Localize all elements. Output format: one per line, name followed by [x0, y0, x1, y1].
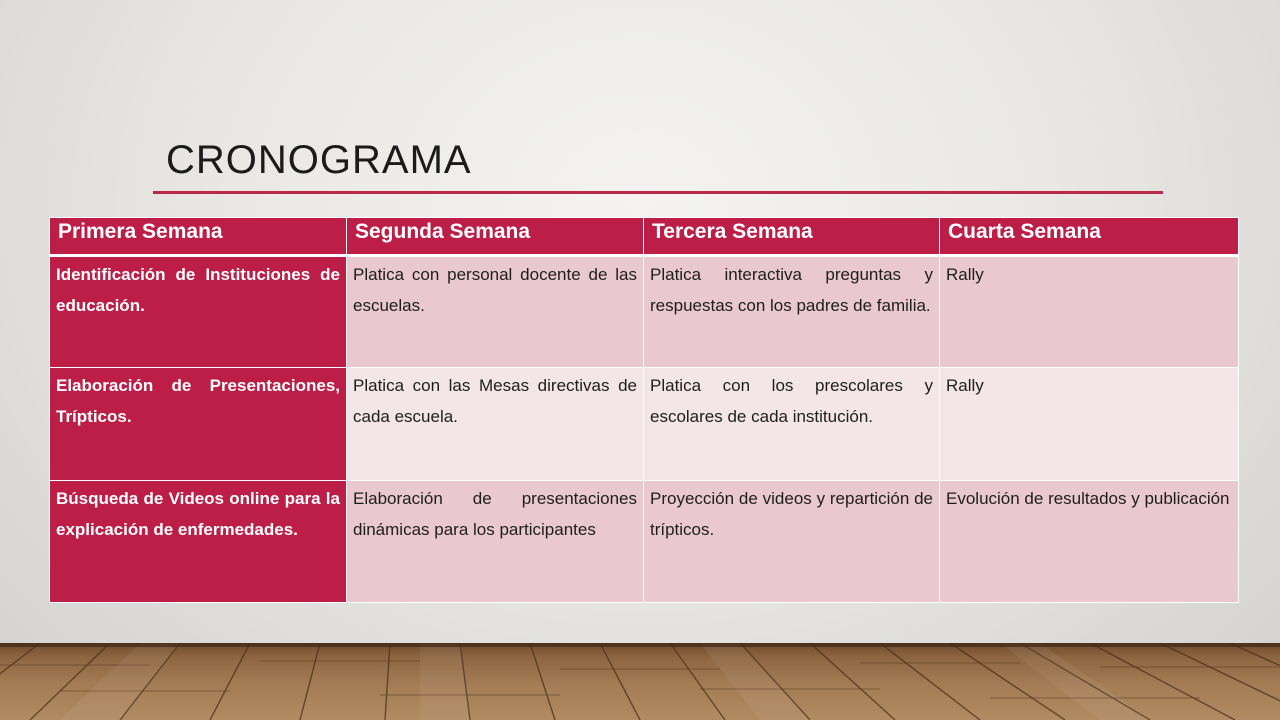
table-cell: Identificación de Instituciones de educación.: [50, 256, 347, 368]
table-cell: Elaboración de presentaciones dinámicas para los participantes: [347, 481, 644, 603]
table-cell: Platica con las Mesas directivas de cada escuela.: [347, 368, 644, 481]
table-cell: Rally: [940, 368, 1239, 481]
schedule-table: [49, 217, 1239, 603]
table-row: [50, 481, 1239, 603]
table-cell: Platica con los prescolares y escolares de cada institución.: [644, 368, 940, 481]
table-cell: Proyección de videos y repartición de trípticos.: [644, 481, 940, 603]
header-cell-week-2: Segunda Semana: [347, 218, 644, 256]
table-row: [50, 368, 1239, 481]
table-header-row: [50, 218, 1239, 256]
table-cell: Platica con personal docente de las escuelas.: [347, 256, 644, 368]
slide-title: CRONOGRAMA: [166, 138, 472, 182]
header-cell-week-4: Cuarta Semana: [940, 218, 1239, 256]
table-row: [50, 256, 1239, 368]
floor-planks-graphic: [0, 643, 1280, 720]
table-cell: Búsqueda de Videos online para la explicación de enfermedades.: [50, 481, 347, 603]
wood-floor: [0, 643, 1280, 720]
title-underline: [153, 191, 1163, 194]
table-cell: Platica interactiva preguntas y respuestas con los padres de familia.: [644, 256, 940, 368]
table-cell: Elaboración de Presentaciones, Trípticos.: [50, 368, 347, 481]
floor-edge: [0, 643, 1280, 647]
header-cell-week-1: Primera Semana: [50, 218, 347, 256]
header-cell-week-3: Tercera Semana: [644, 218, 940, 256]
table-cell: Rally: [940, 256, 1239, 368]
table-cell: Evolución de resultados y publicación: [940, 481, 1239, 603]
